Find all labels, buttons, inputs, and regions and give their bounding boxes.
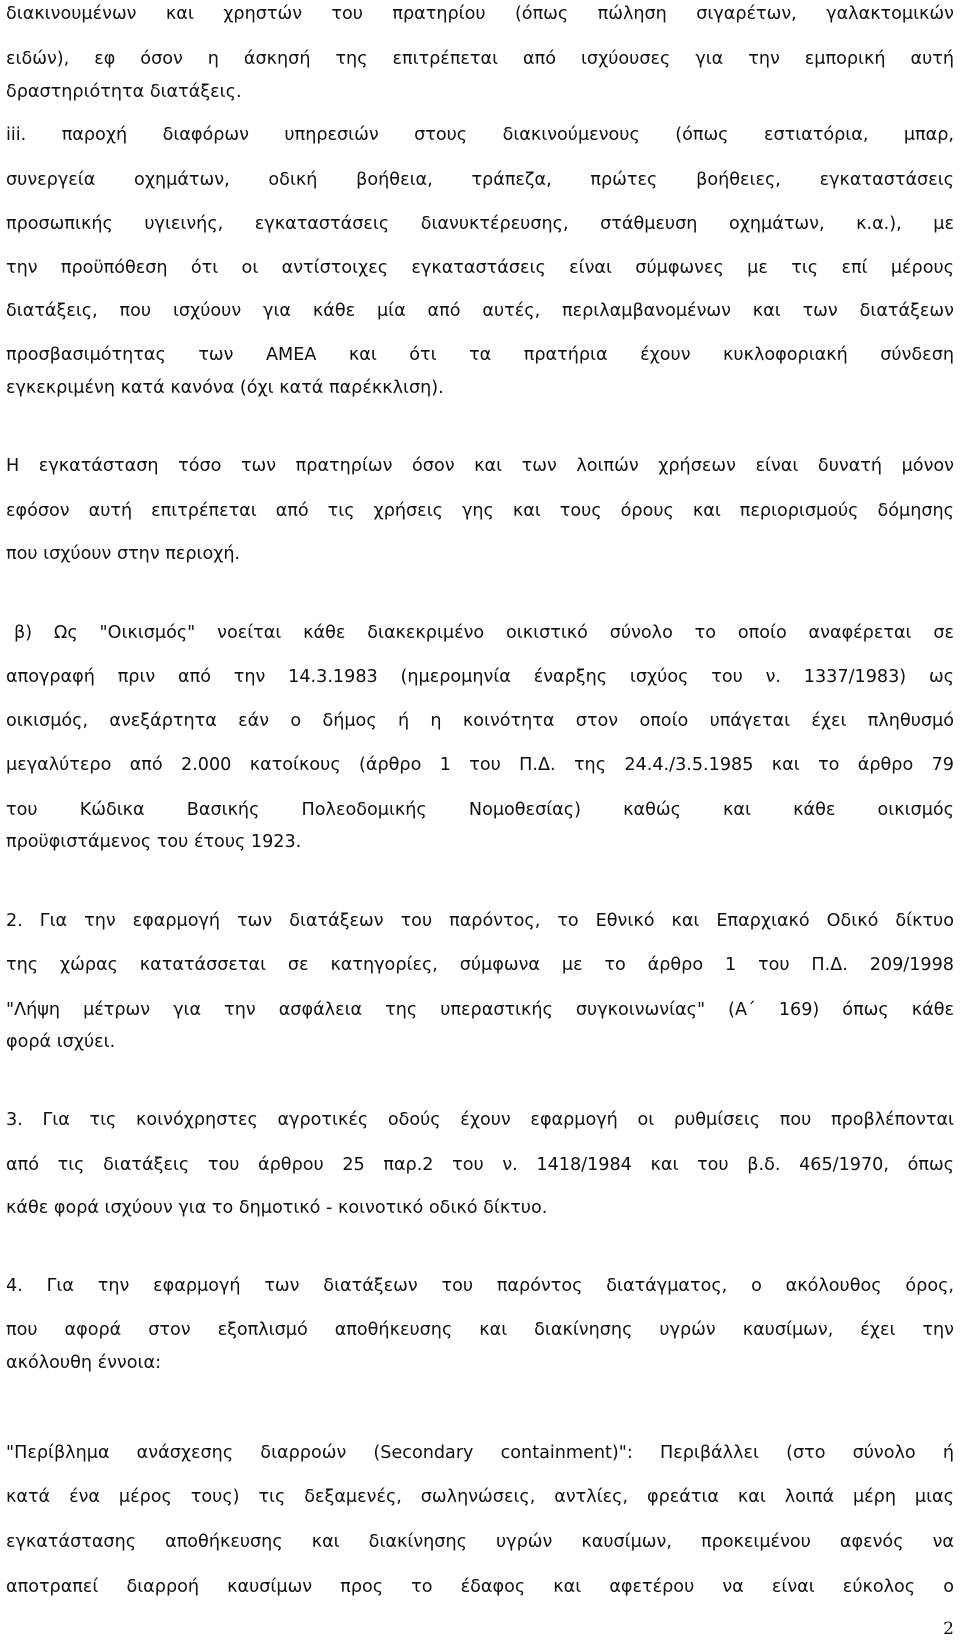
text-line: του Κώδικα Βασικής Πολεοδομικής Νομοθεσίας) καθώς και κάθε οικισμός xyxy=(6,800,954,820)
text-line: εγκεκριμένη κατά κανόνα (όχι κατά παρέκκλιση). xyxy=(6,378,444,398)
text-line: εφόσον αυτή επιτρέπεται από τις χρήσεις γης και τους όρους και περιορισμούς δόμησης xyxy=(6,501,954,521)
text-line: μεγαλύτερο από 2.000 κατοίκους (άρθρο 1 του Π.Δ. της 24.4./3.5.1985 και το άρθρο 79 xyxy=(6,755,954,775)
text-line: "Λήψη μέτρων για την ασφάλεια της υπεραστικής συγκοινωνίας" (Α΄ 169) όπως κάθε xyxy=(6,1000,954,1020)
text-line: διατάξεις, που ισχύουν για κάθε μία από αυτές, περιλαμβανομένων και των διατάξεων xyxy=(6,301,954,321)
text-line: της χώρας κατατάσσεται σε κατηγορίες, σύμφωνα με το άρθρο 1 του Π.Δ. 209/1998 xyxy=(6,955,954,975)
text-line: από τις διατάξεις του άρθρου 25 παρ.2 του ν. 1418/1984 και του β.δ. 465/1970, όπως xyxy=(6,1155,954,1175)
page-number: 2 xyxy=(943,1619,954,1639)
text-line: που αφορά στον εξοπλισμό αποθήκευσης και διακίνησης υγρών καυσίμων, έχει την xyxy=(6,1320,954,1340)
text-line: κατά ένα μέρος τους) τις δεξαμενές, σωληνώσεις, αντλίες, φρεάτια και λοιπά μέρη μιας xyxy=(6,1487,954,1507)
text-line: απογραφή πριν από την 14.3.1983 (ημερομηνία έναρξης ισχύος του ν. 1337/1983) ως xyxy=(6,667,954,687)
text-line: εγκατάστασης αποθήκευσης και διακίνησης υγρών καυσίμων, προκειμένου αφενός να xyxy=(6,1532,954,1552)
text-line: δραστηριότητα διατάξεις. xyxy=(6,82,242,102)
text-line: συνεργεία οχημάτων, οδική βοήθεια, τράπεζα, πρώτες βοήθειες, εγκαταστάσεις xyxy=(6,170,954,190)
text-line: αποτραπεί διαρροή καυσίμων προς το έδαφος και αφετέρου να είναι εύκολος ο xyxy=(6,1577,954,1597)
text-line: Η εγκατάσταση τόσο των πρατηρίων όσον και των λοιπών χρήσεων είναι δυνατή μόνον xyxy=(6,456,954,476)
text-line: που ισχύουν στην περιοχή. xyxy=(6,544,241,564)
text-line: διακινουμένων και χρηστών του πρατηρίου (όπως πώληση σιγαρέτων, γαλακτομικών xyxy=(6,4,954,24)
text-line: προσωπικής υγιεινής, εγκαταστάσεις διανυκτέρευσης, στάθμευση οχημάτων, κ.α.), με xyxy=(6,214,954,234)
text-line: ειδών), εφ όσον η άσκησή της επιτρέπεται από ισχύουσες για την εμπορική αυτή xyxy=(6,49,954,69)
text-line: ακόλουθη έννοια: xyxy=(6,1353,162,1373)
text-line: προσβασιμότητας των ΑΜΕΑ και ότι τα πρατήρια έχουν κυκλοφοριακή σύνδεση xyxy=(6,345,954,365)
text-line: οικισμός, ανεξάρτητα εάν ο δήμος ή η κοινότητα στον οποίο υπάγεται έχει πληθυσμό xyxy=(6,711,954,731)
text-line: "Περίβλημα ανάσχεσης διαρροών (Secondary containment)": Περιβάλλει (στο σύνολο ή xyxy=(6,1443,954,1463)
text-line: 2. Για την εφαρμογή των διατάξεων του παρόντος, το Εθνικό και Επαρχιακό Οδικό δίκτυο xyxy=(6,911,954,931)
text-line: προϋφιστάμενος του έτους 1923. xyxy=(6,832,302,852)
text-line: β) Ως "Οικισμός" νοείται κάθε διακεκριμένο οικιστικό σύνολο το οποίο αναφέρεται σε xyxy=(14,623,954,643)
text-line: κάθε φορά ισχύουν για το δημοτικό - κοινοτικό οδικό δίκτυο. xyxy=(6,1198,548,1218)
text-line: 3. Για τις κοινόχρηστες αγροτικές οδούς έχουν εφαρμογή οι ρυθμίσεις που προβλέπονται xyxy=(6,1110,954,1130)
text-line: iii. παροχή διαφόρων υπηρεσιών στους διακινούμενους (όπως εστιατόρια, μπαρ, xyxy=(6,125,954,145)
text-line: 4. Για την εφαρμογή των διατάξεων του παρόντος διατάγματος, ο ακόλουθος όρος, xyxy=(6,1276,954,1296)
text-line: την προϋπόθεση ότι οι αντίστοιχες εγκαταστάσεις είναι σύμφωνες με τις επί μέρους xyxy=(6,258,954,278)
text-line: φορά ισχύει. xyxy=(6,1032,116,1052)
